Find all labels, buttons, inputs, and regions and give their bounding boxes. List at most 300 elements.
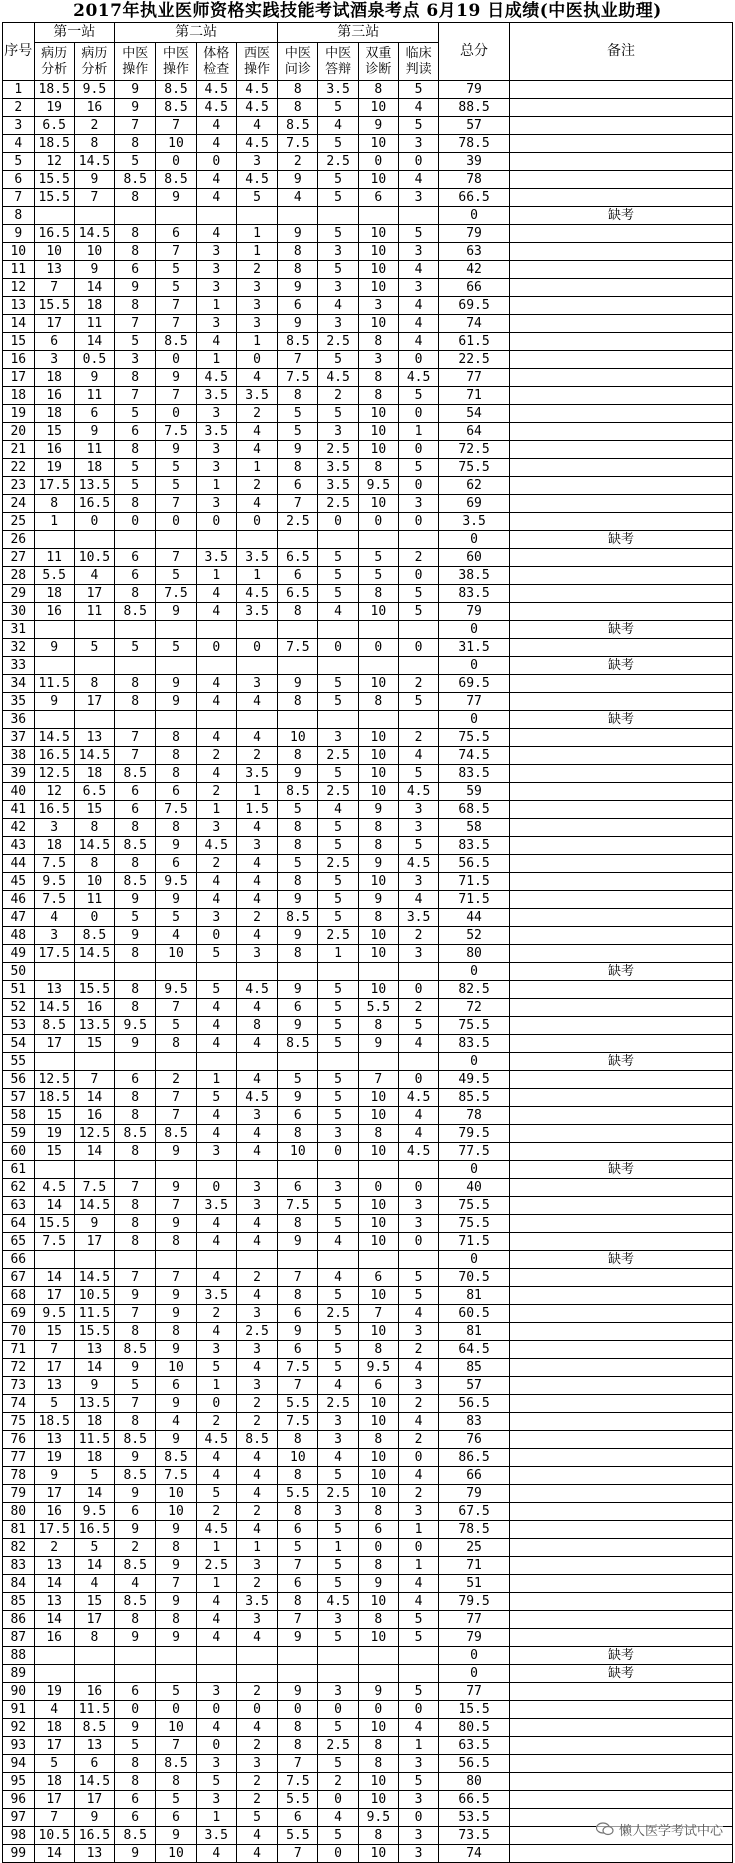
total-cell: 64.5 xyxy=(439,1341,510,1359)
score-cell: 14.5 xyxy=(74,225,114,243)
score-cell xyxy=(278,1053,318,1071)
score-cell: 10 xyxy=(358,1197,398,1215)
note-cell xyxy=(509,477,732,495)
header-station-2: 第二站 xyxy=(115,23,278,43)
score-cell: 5 xyxy=(398,765,438,783)
score-cell: 0 xyxy=(398,1179,438,1197)
score-cell: 10 xyxy=(156,945,196,963)
table-row xyxy=(3,1017,733,1035)
score-cell xyxy=(398,621,438,639)
score-cell: 15 xyxy=(34,1323,74,1341)
score-cell: 6 xyxy=(115,1071,156,1089)
score-cell: 7.5 xyxy=(156,801,196,819)
score-cell: 0 xyxy=(196,1395,236,1413)
score-cell: 8.5 xyxy=(156,81,196,99)
table-body xyxy=(3,81,733,1863)
score-cell xyxy=(74,1161,114,1179)
score-cell: 7.5 xyxy=(278,1197,318,1215)
score-cell: 4 xyxy=(196,1323,236,1341)
score-cell: 0 xyxy=(278,1701,318,1719)
table-row xyxy=(3,1647,733,1665)
table-row xyxy=(3,1629,733,1647)
score-cell: 1 xyxy=(196,801,236,819)
score-cell: 9 xyxy=(115,1359,156,1377)
score-cell: 4 xyxy=(318,297,358,315)
total-cell: 71.5 xyxy=(439,873,510,891)
score-cell: 8.5 xyxy=(236,1431,277,1449)
table-header xyxy=(3,23,733,81)
score-cell: 13.5 xyxy=(74,477,114,495)
table-row xyxy=(3,243,733,261)
score-cell: 10 xyxy=(358,1449,398,1467)
score-cell: 8.5 xyxy=(34,1017,74,1035)
score-cell: 5 xyxy=(318,1467,358,1485)
score-cell: 2 xyxy=(156,1071,196,1089)
table-row xyxy=(3,567,733,585)
score-cell: 6 xyxy=(358,1269,398,1287)
score-cell: 18 xyxy=(34,1719,74,1737)
score-cell: 8 xyxy=(115,135,156,153)
score-cell: 9 xyxy=(115,1521,156,1539)
table-row xyxy=(3,531,733,549)
score-cell: 4 xyxy=(196,117,236,135)
score-cell: 5 xyxy=(196,981,236,999)
score-cell: 10 xyxy=(358,1323,398,1341)
score-cell: 4 xyxy=(236,1359,277,1377)
score-cell: 16.5 xyxy=(74,1521,114,1539)
score-cell: 1 xyxy=(196,351,236,369)
note-cell xyxy=(509,1125,732,1143)
score-cell xyxy=(358,621,398,639)
total-cell: 69.5 xyxy=(439,675,510,693)
score-cell: 2 xyxy=(278,153,318,171)
score-cell: 14 xyxy=(74,1089,114,1107)
score-cell: 8 xyxy=(115,441,156,459)
score-cell: 14 xyxy=(34,1611,74,1629)
score-cell: 4.5 xyxy=(318,1593,358,1611)
header-col-9: 双重 诊断 xyxy=(358,43,398,81)
score-cell: 14 xyxy=(34,1269,74,1287)
table-row xyxy=(3,117,733,135)
table-row xyxy=(3,207,733,225)
table-row xyxy=(3,1503,733,1521)
score-cell: 12.5 xyxy=(74,1125,114,1143)
score-cell xyxy=(398,1053,438,1071)
score-cell xyxy=(115,207,156,225)
score-cell: 5 xyxy=(318,981,358,999)
total-cell: 79 xyxy=(439,81,510,99)
score-cell: 3 xyxy=(398,1215,438,1233)
score-cell: 6 xyxy=(115,261,156,279)
total-cell: 75.5 xyxy=(439,729,510,747)
score-cell: 8 xyxy=(358,693,398,711)
score-cell: 0 xyxy=(156,1701,196,1719)
seq-cell: 50 xyxy=(3,963,35,981)
score-cell: 4 xyxy=(236,1233,277,1251)
table-row xyxy=(3,999,733,1017)
score-cell: 3 xyxy=(236,837,277,855)
score-cell: 5 xyxy=(318,171,358,189)
note-cell xyxy=(509,1431,732,1449)
score-cell: 15.5 xyxy=(74,981,114,999)
score-cell: 8 xyxy=(358,1611,398,1629)
score-cell: 1 xyxy=(236,333,277,351)
table-row xyxy=(3,1521,733,1539)
score-cell: 8 xyxy=(115,1413,156,1431)
score-cell: 9.5 xyxy=(74,81,114,99)
score-cell: 16.5 xyxy=(34,225,74,243)
score-cell: 7 xyxy=(74,189,114,207)
score-cell xyxy=(278,1647,318,1665)
score-cell: 3 xyxy=(398,801,438,819)
score-cell: 0 xyxy=(156,405,196,423)
score-cell: 15.5 xyxy=(34,171,74,189)
score-cell: 10 xyxy=(278,1143,318,1161)
score-cell: 8.5 xyxy=(156,99,196,117)
score-cell: 4 xyxy=(196,1629,236,1647)
score-cell: 13 xyxy=(34,981,74,999)
total-cell: 38.5 xyxy=(439,567,510,585)
total-cell: 78 xyxy=(439,171,510,189)
score-cell: 2 xyxy=(318,387,358,405)
score-cell: 8.5 xyxy=(278,783,318,801)
seq-cell: 97 xyxy=(3,1809,35,1827)
score-cell: 1 xyxy=(196,1539,236,1557)
score-cell: 19 xyxy=(34,1449,74,1467)
score-cell: 4 xyxy=(196,585,236,603)
seq-cell: 64 xyxy=(3,1215,35,1233)
score-cell: 8.5 xyxy=(115,1827,156,1845)
score-cell: 17.5 xyxy=(34,477,74,495)
score-cell: 1 xyxy=(398,1737,438,1755)
score-cell: 7 xyxy=(156,1107,196,1125)
score-cell: 17 xyxy=(34,1485,74,1503)
score-cell: 14.5 xyxy=(74,945,114,963)
note-cell xyxy=(509,1233,732,1251)
score-cell: 7 xyxy=(278,1611,318,1629)
score-cell: 2 xyxy=(196,1305,236,1323)
total-cell: 0 xyxy=(439,657,510,675)
table-row xyxy=(3,279,733,297)
seq-cell: 46 xyxy=(3,891,35,909)
total-cell: 68.5 xyxy=(439,801,510,819)
score-cell: 9 xyxy=(115,1035,156,1053)
score-cell: 5 xyxy=(318,1521,358,1539)
score-cell: 5 xyxy=(318,585,358,603)
score-cell: 8 xyxy=(278,1593,318,1611)
score-cell: 2.5 xyxy=(318,1395,358,1413)
score-cell: 4.5 xyxy=(236,81,277,99)
table-row xyxy=(3,1773,733,1791)
table-row xyxy=(3,261,733,279)
score-cell: 8 xyxy=(115,1755,156,1773)
seq-cell: 39 xyxy=(3,765,35,783)
score-cell: 5 xyxy=(278,405,318,423)
page-title: 2017年执业医师资格实践技能考试酒泉考点 6月19 日成绩(中医执业助理) xyxy=(73,1,662,21)
seq-cell: 65 xyxy=(3,1233,35,1251)
score-cell: 5 xyxy=(358,549,398,567)
score-cell: 8.5 xyxy=(115,837,156,855)
score-cell: 8.5 xyxy=(115,1125,156,1143)
score-cell: 1 xyxy=(398,1521,438,1539)
score-cell: 3 xyxy=(398,495,438,513)
score-cell: 5 xyxy=(398,1629,438,1647)
note-cell xyxy=(509,1773,732,1791)
score-cell: 8 xyxy=(156,1539,196,1557)
score-cell: 0 xyxy=(318,1143,358,1161)
table-row xyxy=(3,981,733,999)
score-cell: 0 xyxy=(196,513,236,531)
note-cell xyxy=(509,1323,732,1341)
score-cell: 17.5 xyxy=(34,1521,74,1539)
score-cell xyxy=(115,531,156,549)
score-cell: 3 xyxy=(196,495,236,513)
score-cell: 7 xyxy=(115,747,156,765)
score-cell: 5 xyxy=(74,639,114,657)
score-cell: 8 xyxy=(115,1089,156,1107)
table-row xyxy=(3,855,733,873)
score-cell: 8 xyxy=(156,765,196,783)
score-cell xyxy=(34,621,74,639)
score-cell xyxy=(196,657,236,675)
note-cell xyxy=(509,603,732,621)
score-cell: 4 xyxy=(236,1629,277,1647)
score-cell: 2.5 xyxy=(318,783,358,801)
score-cell: 8 xyxy=(115,495,156,513)
score-cell: 9 xyxy=(156,603,196,621)
score-cell: 5 xyxy=(318,99,358,117)
total-cell: 77 xyxy=(439,1611,510,1629)
seq-cell: 60 xyxy=(3,1143,35,1161)
score-cell: 7.5 xyxy=(278,135,318,153)
score-cell: 5 xyxy=(156,1017,196,1035)
score-cell xyxy=(115,1161,156,1179)
total-cell: 71 xyxy=(439,1557,510,1575)
score-cell: 16 xyxy=(34,603,74,621)
score-cell: 4 xyxy=(196,333,236,351)
total-cell: 81 xyxy=(439,1287,510,1305)
score-cell: 7 xyxy=(278,1557,318,1575)
score-cell: 8 xyxy=(115,369,156,387)
table-row xyxy=(3,675,733,693)
score-cell: 4 xyxy=(236,117,277,135)
score-cell xyxy=(74,207,114,225)
note-cell: 缺考 xyxy=(509,621,732,639)
score-cell xyxy=(196,711,236,729)
score-cell: 2 xyxy=(398,1431,438,1449)
score-cell: 5 xyxy=(318,909,358,927)
note-cell xyxy=(509,1755,732,1773)
score-cell: 8.5 xyxy=(156,333,196,351)
score-cell: 5 xyxy=(318,1755,358,1773)
score-cell: 6 xyxy=(115,1503,156,1521)
score-cell: 10 xyxy=(358,1287,398,1305)
score-cell: 5 xyxy=(398,1773,438,1791)
score-cell: 6 xyxy=(115,1791,156,1809)
seq-cell: 57 xyxy=(3,1089,35,1107)
score-cell: 6 xyxy=(358,1521,398,1539)
score-cell: 5.5 xyxy=(278,1395,318,1413)
score-cell xyxy=(196,621,236,639)
total-cell: 0 xyxy=(439,963,510,981)
score-cell: 0.5 xyxy=(74,351,114,369)
total-cell: 63.5 xyxy=(439,1737,510,1755)
score-cell: 4 xyxy=(236,1845,277,1863)
total-cell: 74 xyxy=(439,1845,510,1863)
score-cell: 11.5 xyxy=(74,1701,114,1719)
score-cell: 8 xyxy=(115,1773,156,1791)
score-cell: 5 xyxy=(318,1359,358,1377)
note-cell: 缺考 xyxy=(509,531,732,549)
table-row xyxy=(3,765,733,783)
score-cell xyxy=(278,963,318,981)
score-cell: 10 xyxy=(358,99,398,117)
score-cell: 9 xyxy=(278,1683,318,1701)
table-row xyxy=(3,1755,733,1773)
score-cell: 4 xyxy=(398,1719,438,1737)
score-cell xyxy=(156,207,196,225)
score-cell: 10 xyxy=(358,945,398,963)
score-cell: 0 xyxy=(398,1449,438,1467)
score-cell: 10 xyxy=(74,873,114,891)
score-cell: 2 xyxy=(398,927,438,945)
score-cell: 0 xyxy=(318,1791,358,1809)
score-cell xyxy=(318,657,358,675)
score-cell: 4 xyxy=(196,603,236,621)
score-cell: 8 xyxy=(358,909,398,927)
score-cell: 10 xyxy=(156,1845,196,1863)
score-cell: 9 xyxy=(156,1287,196,1305)
score-cell: 4 xyxy=(236,1125,277,1143)
score-cell: 3 xyxy=(236,315,277,333)
score-cell: 9 xyxy=(156,1593,196,1611)
score-cell: 6 xyxy=(278,1575,318,1593)
score-cell: 5 xyxy=(156,477,196,495)
score-cell: 3 xyxy=(236,1611,277,1629)
score-cell: 0 xyxy=(196,153,236,171)
score-cell: 10 xyxy=(34,243,74,261)
score-cell xyxy=(196,963,236,981)
score-cell xyxy=(398,711,438,729)
score-cell: 9 xyxy=(115,891,156,909)
score-cell: 9 xyxy=(74,1809,114,1827)
score-cell: 4 xyxy=(236,819,277,837)
score-cell: 12.5 xyxy=(34,1071,74,1089)
score-cell: 9 xyxy=(156,1341,196,1359)
score-cell: 18 xyxy=(34,369,74,387)
seq-cell: 61 xyxy=(3,1161,35,1179)
score-cell: 9 xyxy=(115,1719,156,1737)
score-cell: 1 xyxy=(318,945,358,963)
note-cell xyxy=(509,1557,732,1575)
score-cell: 6 xyxy=(115,549,156,567)
table-row xyxy=(3,1089,733,1107)
total-cell: 57 xyxy=(439,117,510,135)
note-cell xyxy=(509,693,732,711)
score-cell: 11.5 xyxy=(34,675,74,693)
score-cell xyxy=(318,621,358,639)
seq-cell: 31 xyxy=(3,621,35,639)
total-cell: 75.5 xyxy=(439,1215,510,1233)
score-cell: 7 xyxy=(74,1071,114,1089)
score-cell: 9 xyxy=(115,927,156,945)
score-cell: 7.5 xyxy=(74,1179,114,1197)
score-cell: 3 xyxy=(318,1179,358,1197)
score-cell: 12 xyxy=(34,153,74,171)
score-cell: 10 xyxy=(358,405,398,423)
score-cell: 2 xyxy=(236,1773,277,1791)
note-cell xyxy=(509,369,732,387)
score-cell xyxy=(236,1665,277,1683)
score-cell: 9 xyxy=(278,279,318,297)
total-cell: 80 xyxy=(439,1773,510,1791)
score-cell xyxy=(156,1053,196,1071)
score-cell: 4 xyxy=(318,603,358,621)
score-cell: 3 xyxy=(318,729,358,747)
score-cell xyxy=(156,1251,196,1269)
total-cell: 83 xyxy=(439,1413,510,1431)
score-cell: 15.5 xyxy=(34,297,74,315)
score-cell: 3 xyxy=(236,1179,277,1197)
seq-cell: 56 xyxy=(3,1071,35,1089)
score-cell: 7 xyxy=(34,1341,74,1359)
score-cell: 2 xyxy=(398,549,438,567)
score-cell: 4 xyxy=(318,1377,358,1395)
score-cell: 0 xyxy=(398,1809,438,1827)
note-cell xyxy=(509,1413,732,1431)
score-cell: 13 xyxy=(34,1431,74,1449)
score-cell xyxy=(34,1647,74,1665)
score-cell: 7 xyxy=(278,495,318,513)
score-cell: 10 xyxy=(358,1791,398,1809)
score-cell: 9 xyxy=(278,1233,318,1251)
score-cell: 9 xyxy=(74,1377,114,1395)
score-cell xyxy=(236,207,277,225)
score-cell: 8 xyxy=(278,819,318,837)
score-cell: 0 xyxy=(196,1701,236,1719)
score-cell: 8.5 xyxy=(278,1035,318,1053)
score-cell: 4 xyxy=(196,1125,236,1143)
score-cell: 6 xyxy=(115,423,156,441)
table-row xyxy=(3,711,733,729)
table-row xyxy=(3,495,733,513)
seq-cell: 8 xyxy=(3,207,35,225)
score-cell xyxy=(115,963,156,981)
seq-cell: 25 xyxy=(3,513,35,531)
score-cell: 2 xyxy=(236,1503,277,1521)
score-cell: 3.5 xyxy=(236,603,277,621)
score-cell: 10 xyxy=(358,1773,398,1791)
score-cell xyxy=(34,1161,74,1179)
note-cell xyxy=(509,1485,732,1503)
score-cell: 11 xyxy=(74,441,114,459)
seq-cell: 99 xyxy=(3,1845,35,1863)
table-row xyxy=(3,693,733,711)
score-cell: 9 xyxy=(278,171,318,189)
seq-cell: 85 xyxy=(3,1593,35,1611)
score-cell: 3 xyxy=(318,423,358,441)
total-cell: 85.5 xyxy=(439,1089,510,1107)
table-row xyxy=(3,81,733,99)
score-cell: 7 xyxy=(115,117,156,135)
score-cell: 15 xyxy=(74,1593,114,1611)
score-cell: 5 xyxy=(318,1035,358,1053)
score-cell: 4 xyxy=(398,315,438,333)
note-cell xyxy=(509,1701,732,1719)
score-cell: 5 xyxy=(318,1323,358,1341)
score-cell xyxy=(115,711,156,729)
score-cell: 5 xyxy=(318,1089,358,1107)
